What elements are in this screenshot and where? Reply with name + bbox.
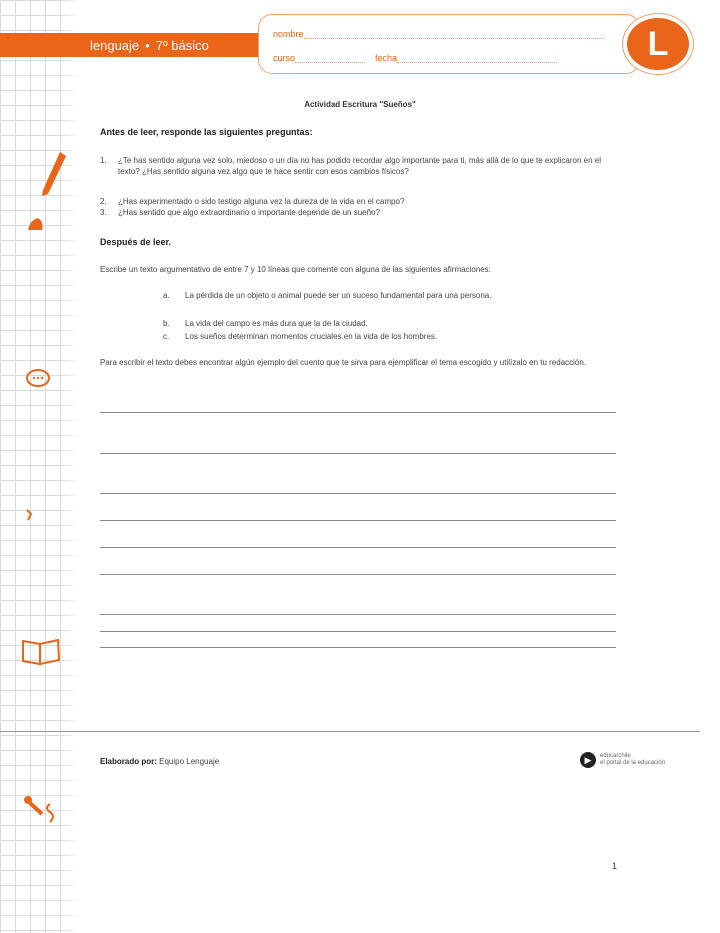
after-reading-heading: Después de leer. bbox=[100, 237, 172, 247]
page-number: 1 bbox=[612, 861, 618, 871]
writing-line[interactable] bbox=[100, 453, 616, 454]
option-letter: a. bbox=[163, 291, 170, 300]
question-3 bbox=[100, 207, 618, 218]
logo-name: educarchile bbox=[600, 753, 631, 759]
option-text: La vida del campo es más dura que la de la ciudad. bbox=[185, 319, 368, 328]
logo-tagline: el portal de la educación bbox=[600, 760, 666, 766]
grade-label: 7º básico bbox=[155, 37, 209, 53]
student-info-box bbox=[258, 14, 640, 74]
question-number: 2. bbox=[100, 197, 107, 206]
before-reading-heading: Antes de leer, responde las siguientes preguntas: bbox=[100, 127, 313, 137]
tools-icon bbox=[20, 792, 60, 828]
question-2 bbox=[100, 196, 618, 207]
question-1 bbox=[100, 155, 618, 177]
writing-instruction: Para escribir el texto debes encontrar algún ejemplo del cuento que te sirva para ejemplificar el tema escogido y utilízalo en tu redacción. bbox=[100, 358, 587, 367]
name-field[interactable] bbox=[304, 30, 604, 39]
writing-line[interactable] bbox=[100, 614, 616, 615]
question-number: 1. bbox=[100, 156, 107, 165]
play-icon: ▶ bbox=[580, 752, 596, 768]
educarchile-logo bbox=[580, 752, 665, 768]
ink-drop-icon bbox=[26, 216, 46, 234]
question-text: ¿Te has sentido alguna vez solo, miedoso o un día no has podido recordar algo importante para ti, más allá de lo que te explicaron en el texto? ¿Has sentido alguna vez algo que te hace sentir con esos cambios físicos? bbox=[118, 156, 601, 176]
book-icon bbox=[20, 636, 62, 666]
option-text: La pérdida de un objeto o animal puede ser un suceso fundamental para una persona. bbox=[185, 291, 492, 300]
question-text: ¿Has experimentado o sido testigo alguna vez la dureza de la vida en el campo? bbox=[118, 197, 405, 206]
option-text: Los sueños determinan momentos cruciales en la vida de los hombres. bbox=[185, 332, 438, 341]
question-number: 3. bbox=[100, 208, 107, 217]
option-letter: b. bbox=[163, 319, 170, 328]
date-label: fecha bbox=[375, 53, 398, 63]
name-label: nombre bbox=[273, 29, 304, 39]
writing-line[interactable] bbox=[100, 631, 616, 632]
writing-line[interactable] bbox=[100, 412, 616, 413]
footer-divider bbox=[0, 731, 700, 732]
writing-line[interactable] bbox=[100, 574, 616, 575]
footer-credit bbox=[100, 757, 219, 766]
subject-label: lenguaje bbox=[90, 37, 140, 53]
question-text: ¿Has sentido que algo extraordinario o importante depende de un sueño? bbox=[118, 208, 380, 217]
option-b bbox=[163, 318, 605, 329]
small-mark-icon bbox=[24, 508, 34, 522]
grid-fade bbox=[60, 0, 80, 933]
course-label: curso bbox=[273, 53, 296, 63]
course-field[interactable] bbox=[295, 54, 365, 63]
credit-prefix: Elaborado por: bbox=[100, 757, 157, 766]
date-field[interactable] bbox=[397, 54, 557, 63]
header-bullet: • bbox=[145, 37, 150, 53]
writing-line[interactable] bbox=[100, 647, 616, 648]
writing-line[interactable] bbox=[100, 493, 616, 494]
writing-line[interactable] bbox=[100, 520, 616, 521]
after-intro: Escribe un texto argumentativo de entre 7 y 10 líneas que comente con alguna de las siguientes afirmaciones: bbox=[100, 265, 491, 274]
option-letter: c. bbox=[163, 332, 170, 341]
speech-bubble-icon bbox=[24, 368, 52, 390]
activity-title: Actividad Escritura "Sueños" bbox=[304, 100, 416, 109]
option-c bbox=[163, 331, 605, 342]
subject-header bbox=[0, 33, 265, 57]
subject-badge: L bbox=[623, 14, 693, 74]
pencil-icon bbox=[38, 150, 68, 200]
option-a bbox=[163, 290, 605, 301]
credit-author: Equipo Lenguaje bbox=[159, 757, 220, 766]
writing-line[interactable] bbox=[100, 547, 616, 548]
